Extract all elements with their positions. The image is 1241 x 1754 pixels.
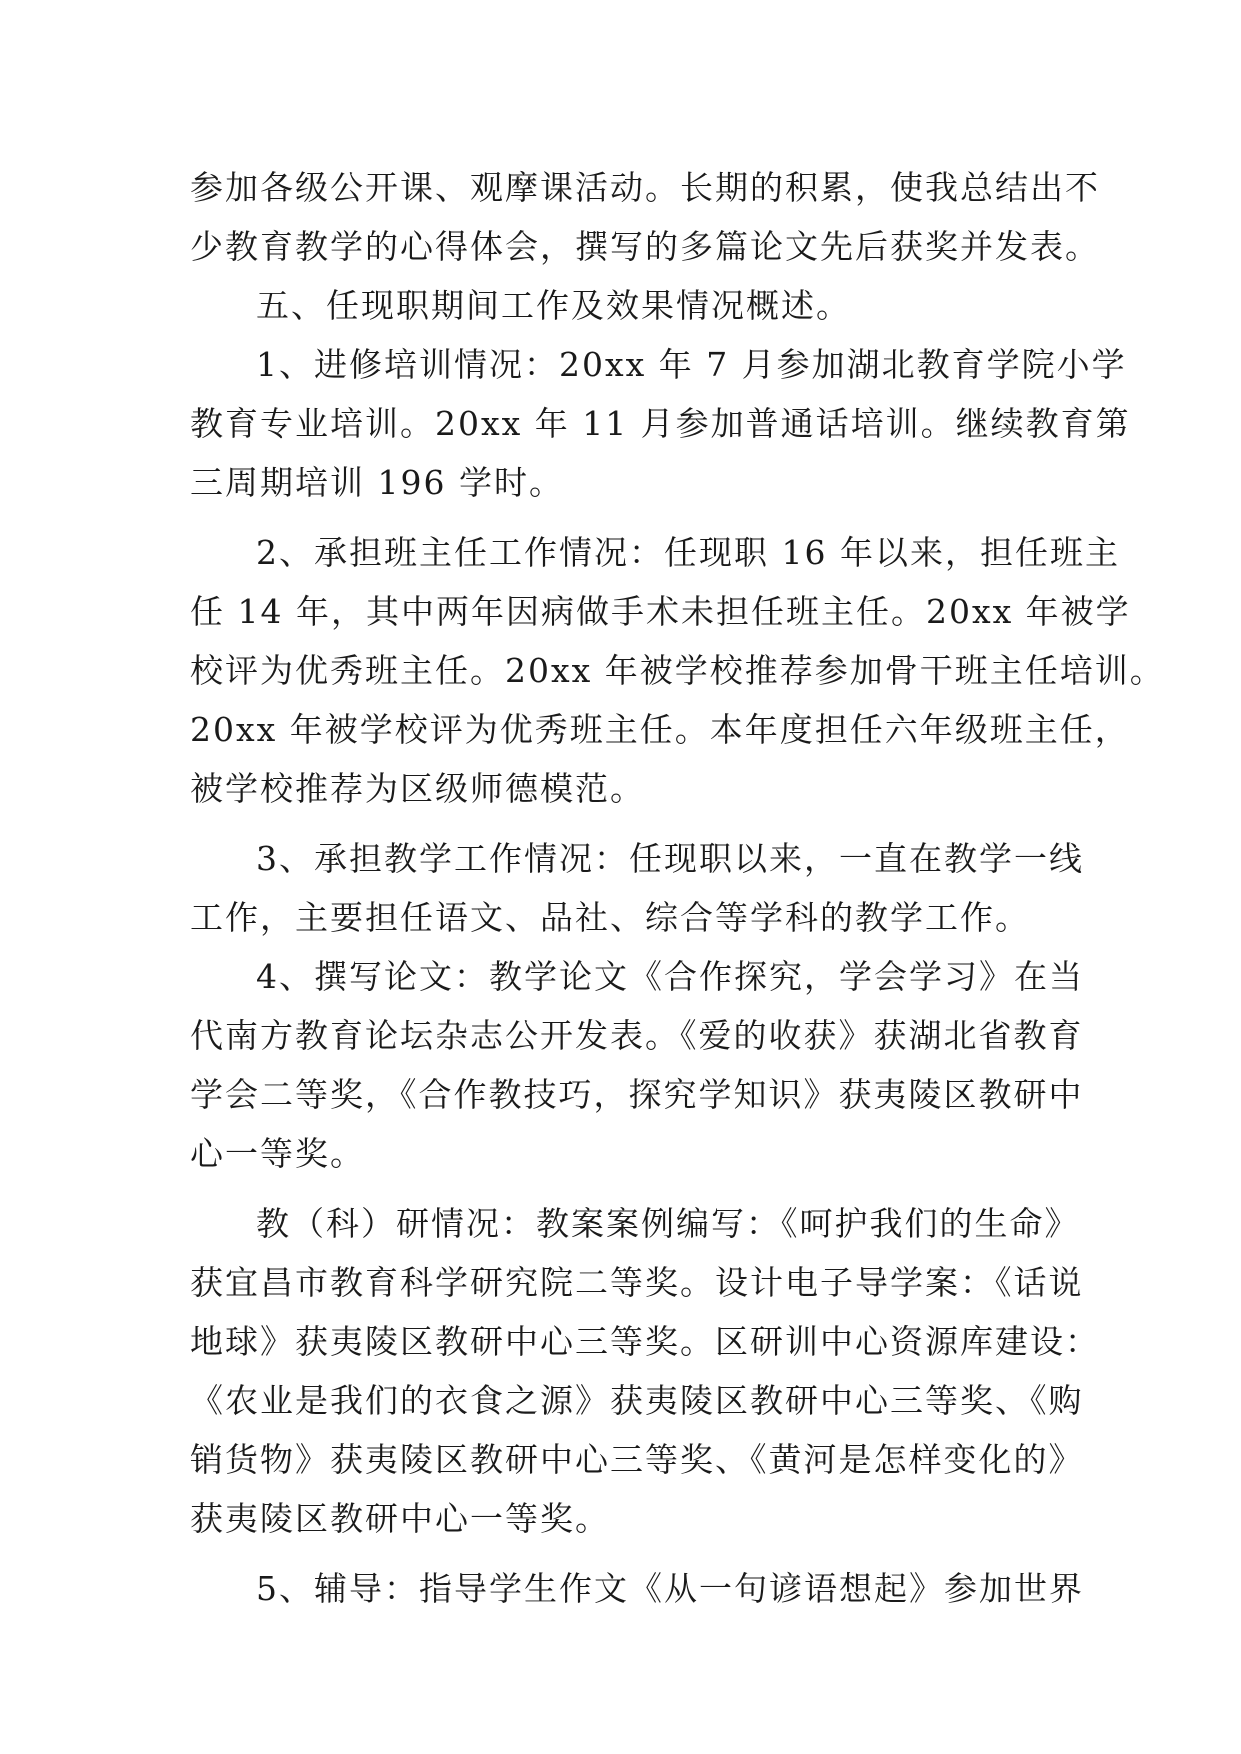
paragraph-line: 1、进修培训情况：20xx 年 7 月参加湖北教育学院小学 xyxy=(256,345,1127,384)
paragraph-line: 20xx 年被学校评为优秀班主任。本年度担任六年级班主任， xyxy=(190,710,1130,749)
paragraph-line: 参加各级公开课、观摩课活动。长期的积累，使我总结出不 xyxy=(190,168,1100,207)
paragraph-line: 教育专业培训。20xx 年 11 月参加普通话培训。继续教育第 xyxy=(190,404,1131,443)
paragraph-line: 销货物》获夷陵区教研中心三等奖、《黄河是怎样变化的》 xyxy=(190,1440,1084,1479)
paragraph-line: 少教育教学的心得体会，撰写的多篇论文先后获奖并发表。 xyxy=(190,227,1100,266)
paragraph-line: 代南方教育论坛杂志公开发表。《爱的收获》获湖北省教育 xyxy=(190,1016,1084,1055)
paragraph-line: 地球》获夷陵区教研中心三等奖。区研训中心资源库建设： xyxy=(190,1322,1100,1361)
section-heading: 五、任现职期间工作及效果情况概述。 xyxy=(256,286,851,325)
paragraph-line: 2、承担班主任工作情况：任现职 16 年以来，担任班主 xyxy=(256,533,1120,572)
paragraph-line: 任 14 年，其中两年因病做手术未担任班主任。20xx 年被学 xyxy=(190,592,1131,631)
paragraph-line: 学会二等奖，《合作教技巧，探究学知识》获夷陵区教研中 xyxy=(190,1075,1084,1114)
paragraph-line: 三周期培训 196 学时。 xyxy=(190,463,564,502)
paragraph-line: 校评为优秀班主任。20xx 年被学校推荐参加骨干班主任培训。 xyxy=(190,651,1165,690)
paragraph-line: 获夷陵区教研中心一等奖。 xyxy=(190,1499,610,1538)
paragraph-line: 4、撰写论文：教学论文《合作探究，学会学习》在当 xyxy=(256,957,1084,996)
paragraph-line: 心一等奖。 xyxy=(190,1134,365,1173)
paragraph-line: 工作，主要担任语文、品社、综合等学科的教学工作。 xyxy=(190,898,1030,937)
paragraph-line: 获宜昌市教育科学研究院二等奖。设计电子导学案：《话说 xyxy=(190,1263,1084,1302)
paragraph-line: 被学校推荐为区级师德模范。 xyxy=(190,769,645,808)
paragraph-line: 教（科）研情况：教案案例编写：《呵护我们的生命》 xyxy=(256,1204,1080,1243)
paragraph-line: 5、辅导：指导学生作文《从一句谚语想起》参加世界 xyxy=(256,1569,1084,1608)
document-body xyxy=(190,158,1165,1618)
paragraph-line: 《农业是我们的衣食之源》获夷陵区教研中心三等奖、《购 xyxy=(190,1381,1084,1420)
paragraph-line: 3、承担教学工作情况：任现职以来，一直在教学一线 xyxy=(256,839,1084,878)
